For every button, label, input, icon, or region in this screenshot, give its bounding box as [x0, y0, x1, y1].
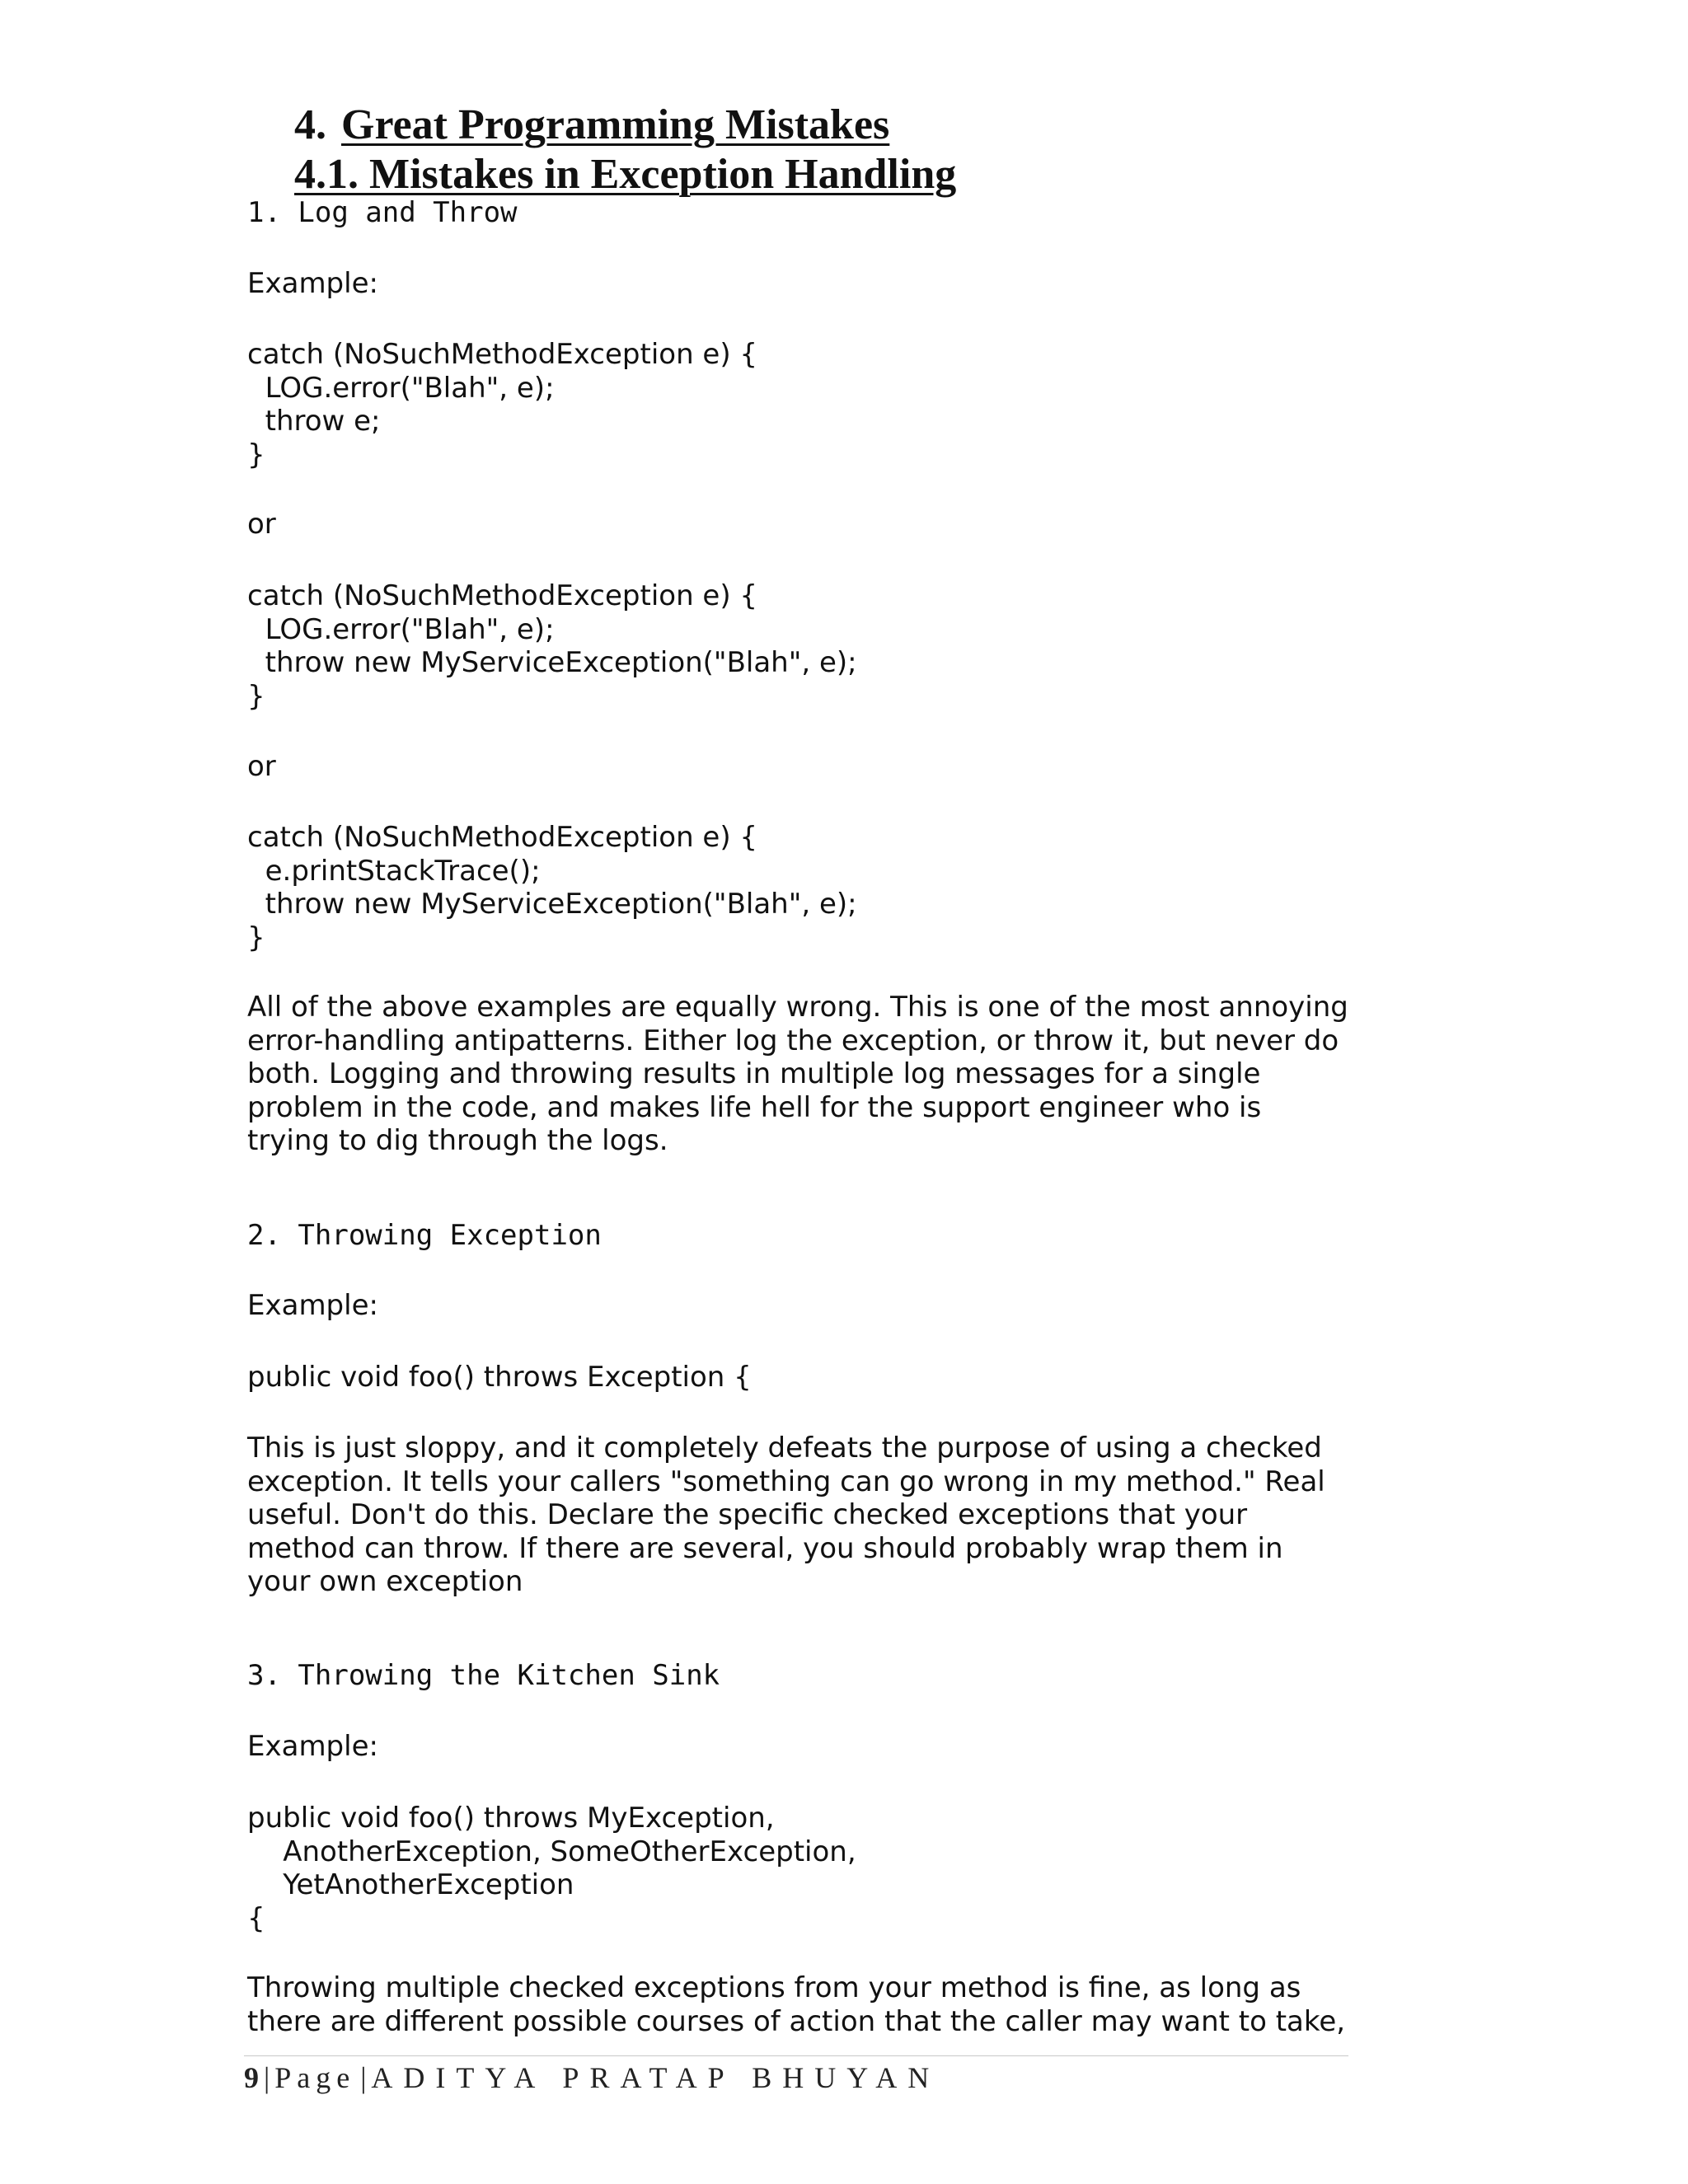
item-1-code-block-1: catch (NoSuchMethodException e) { LOG.error("Blah", e); throw e; } — [247, 338, 758, 471]
footer-separator-2: | — [360, 2061, 367, 2094]
item-3-example-label: Example: — [247, 1730, 378, 1763]
item-2-title: 2. Throwing Exception — [247, 1219, 602, 1252]
item-1-or-1: or — [247, 508, 276, 541]
item-1-code-block-3: catch (NoSuchMethodException e) { e.printStackTrace(); throw new MyServiceException("Blah", e); } — [247, 821, 857, 954]
page-footer — [244, 2055, 1348, 2096]
item-3-code: public void foo() throws MyException, AnotherException, SomeOtherException, YetAnotherException { — [247, 1802, 856, 1935]
section-title: 4.1. Mistakes in Exception Handling — [294, 151, 957, 198]
chapter-heading — [294, 101, 889, 150]
chapter-title: Great Programming Mistakes — [341, 101, 890, 148]
item-3-body: Throwing multiple checked exceptions from your method is fine, as long as there are different possible courses of action that the caller may want to take, — [247, 1971, 1346, 2038]
section-heading — [294, 150, 956, 199]
item-1-title: 1. Log and Throw — [247, 196, 518, 229]
item-2-body: This is just sloppy, and it completely defeats the purpose of using a checked exception. It tells your callers "something can go wrong in my method." Real useful. Don't do this. Declare the specific checked exceptions that your method can throw. If there are several, you should probably wrap them in your own exception — [247, 1432, 1325, 1598]
author-name: ADITYA PRATAP BHUYAN — [371, 2061, 940, 2094]
item-2-code: public void foo() throws Exception { — [247, 1361, 752, 1394]
chapter-number: 4. — [294, 101, 326, 148]
item-1-or-2: or — [247, 750, 276, 783]
item-3-title: 3. Throwing the Kitchen Sink — [247, 1659, 720, 1692]
item-2-example-label: Example: — [247, 1289, 378, 1322]
footer-separator-1: | — [264, 2061, 270, 2094]
item-1-code-block-2: catch (NoSuchMethodException e) { LOG.error("Blah", e); throw new MyServiceException("Blah", e); } — [247, 579, 857, 713]
page-number: 9 — [244, 2061, 259, 2094]
item-1-example-label: Example: — [247, 267, 378, 300]
item-1-body: All of the above examples are equally wrong. This is one of the most annoying error-handling antipatterns. Either log the exception, or throw it, but never do both. Logging and throwing results in multiple log messages for a single problem in the code, and makes life hell for the support engineer who is trying to dig through the logs. — [247, 991, 1348, 1157]
page-label: Page — [274, 2061, 356, 2094]
